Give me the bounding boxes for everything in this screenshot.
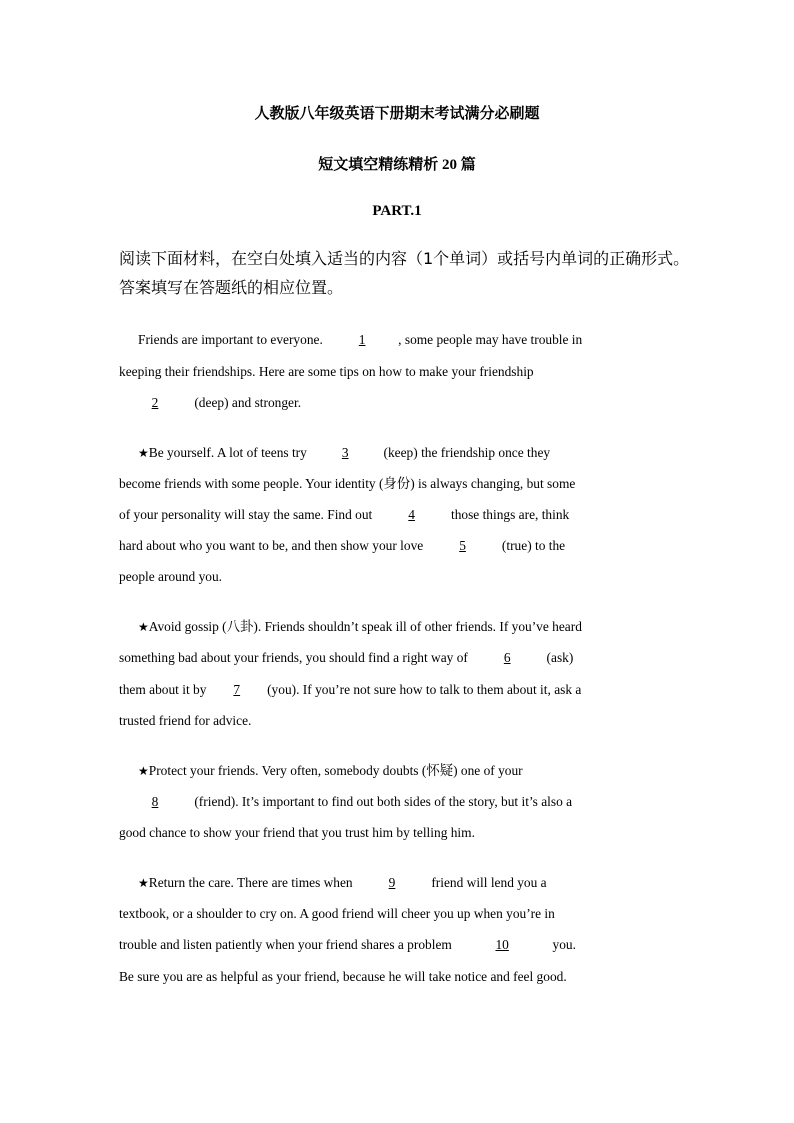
passage-text: hard about who you want to be, and then show your love: [119, 538, 427, 553]
passage-line: [119, 618, 698, 636]
passage-line: keeping their friendships. Here are some tips on how to make your friendship: [119, 364, 534, 379]
passage-text: (you). If you’re not sure how to talk to them about it, ask a: [263, 682, 582, 697]
passage-text: Protect your friends. Very often, somebody doubts (怀疑) one of your: [148, 763, 523, 778]
passage-line: textbook, or a shoulder to cry on. A good friend will cheer you up when you’re in: [119, 906, 555, 921]
passage-text: (deep) and stronger.: [191, 395, 302, 410]
star-icon: ★: [138, 764, 149, 778]
passage-line: [119, 444, 698, 462]
part-heading: PART.1: [372, 203, 422, 219]
blank-3: 3: [341, 445, 349, 460]
star-icon: ★: [138, 876, 149, 890]
passage-text: (keep) the friendship once they: [380, 445, 551, 460]
passage-line: people around you.: [119, 569, 223, 584]
passage-line: become friends with some people. Your identity (身份) is always changing, but some: [119, 476, 576, 491]
star-icon: ★: [138, 446, 149, 460]
passage-text: something bad about your friends, you should find a right way of: [119, 650, 472, 665]
passage-text: trouble and listen patiently when your friend shares a problem: [119, 937, 456, 952]
passage-text: them about it by: [119, 682, 210, 697]
passage-text: Avoid gossip (八卦). Friends shouldn’t speak ill of other friends. If you’ve heard: [148, 619, 582, 634]
passage-line: Be sure you are as helpful as your friend, because he will take notice and feel good.: [119, 969, 567, 984]
blank-7: 7: [233, 682, 241, 697]
blank-9: 9: [388, 875, 396, 890]
passage-text: those things are, think: [447, 507, 570, 522]
passage-line: [119, 874, 698, 892]
passage-line: [119, 394, 679, 412]
passage-line: good chance to show your friend that you trust him by telling him.: [119, 825, 475, 840]
passage-text: (ask): [543, 650, 574, 665]
passage-line: [119, 537, 679, 555]
passage-text: friend will lend you a: [427, 875, 547, 890]
passage-line: [119, 762, 698, 780]
blank-6: 6: [503, 650, 511, 665]
blank-8: 8: [151, 794, 159, 809]
passage-text: (friend). It’s important to find out both sides of the story, but it’s also a: [191, 794, 573, 809]
blank-5: 5: [459, 538, 466, 553]
passage-line: [119, 506, 679, 524]
star-icon: ★: [138, 620, 149, 634]
passage-line: [119, 936, 679, 954]
passage-text: , some people may have trouble in: [398, 332, 583, 347]
passage-line: [119, 681, 679, 699]
instructions-line-1: 阅读下面材料，在空白处填入适当的内容（1个单词）或括号内单词的正确形式。: [119, 249, 690, 268]
passage-text: you.: [549, 937, 576, 952]
instructions-line-2: 答案填写在答题纸的相应位置。: [119, 278, 344, 297]
passage-text: (true) to the: [498, 538, 566, 553]
passage-text: Friends are important to everyone.: [138, 332, 327, 347]
passage-line: [119, 793, 679, 811]
passage-line: [119, 649, 679, 667]
blank-4: 4: [408, 507, 415, 522]
instructions: [119, 244, 699, 302]
passage-text: Be yourself. A lot of teens try: [148, 445, 311, 460]
blank-2: 2: [151, 395, 159, 410]
passage-line: trusted friend for advice.: [119, 713, 252, 728]
passage-text: Return the care. There are times when: [148, 875, 356, 890]
document-title: 人教版八年级英语下册期末考试满分必刷题: [254, 106, 540, 122]
blank-1: 1: [358, 332, 366, 347]
passage-line: [119, 331, 698, 349]
passage-text: of your personality will stay the same. Find out: [119, 507, 376, 522]
blank-10: 10: [495, 937, 509, 952]
document-subtitle: 短文填空精练精析 20 篇: [318, 157, 476, 173]
